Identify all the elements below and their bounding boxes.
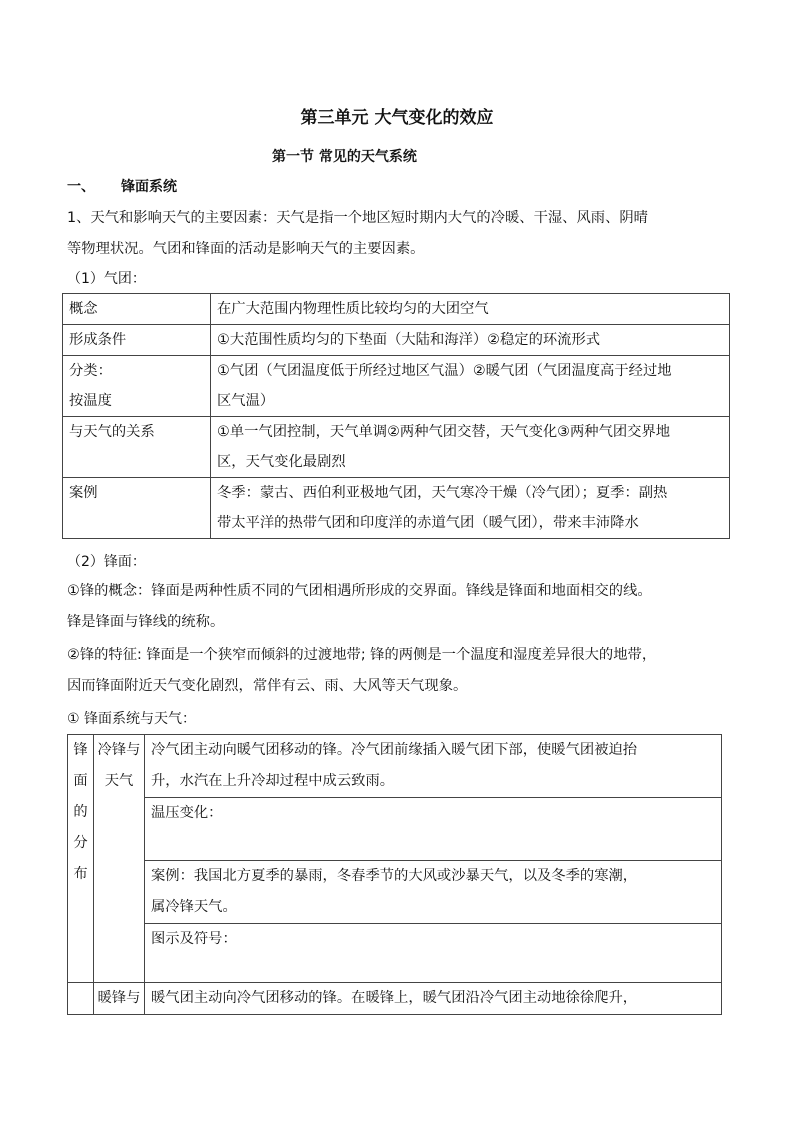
table-row	[63, 356, 730, 417]
front-system-table	[67, 734, 722, 1015]
vertical-label-cell	[68, 735, 94, 983]
vertical-char: 面	[73, 773, 88, 789]
value-line: 冬季：蒙古、西伯利亚极地气团，天气寒冷干燥（冷气团）；夏季：副热	[217, 485, 668, 501]
warm-front-label-cell: 暖锋与	[94, 983, 145, 1015]
table-value: ①大范围性质均匀的下垫面（大陆和海洋）②稳定的环流形式	[211, 325, 730, 356]
table-row	[68, 924, 722, 983]
section-title: 第一节 常见的天气系统	[272, 149, 417, 165]
paragraph-line: ②锋的特征: 锋面是一个狭窄而倾斜的过渡地带; 锋的两侧是一个温度和湿度差异很大的地带，	[67, 647, 657, 663]
cold-front-definition	[145, 735, 722, 798]
value-line: 冷气团主动向暖气团移动的锋。冷气团前缘插入暖气团下部，使暖气团被迫抬	[151, 742, 638, 758]
case-cell	[145, 861, 722, 924]
table-value: 在广大范围内物理性质比较均匀的大团空气	[211, 294, 730, 325]
subheading-airmass: （1）气团：	[67, 271, 146, 287]
vertical-char: 锋	[73, 742, 88, 758]
label-line: 冷锋与	[97, 742, 141, 758]
table-key: 概念	[63, 294, 211, 325]
table-row	[68, 735, 722, 798]
paragraph-line: 因而锋面附近天气变化剧烈，常伴有云、雨、大风等天气现象。	[67, 678, 468, 694]
table-row	[63, 294, 730, 325]
table-value	[211, 417, 730, 478]
subheading-front: （2）锋面：	[67, 554, 146, 570]
heading-front-system	[67, 176, 177, 196]
pressure-change-cell: 温压变化：	[145, 798, 722, 861]
table-row	[68, 798, 722, 861]
label-line: 天气	[104, 773, 134, 789]
table-row	[63, 325, 730, 356]
table-key	[63, 356, 211, 417]
key-line: 分类：	[69, 363, 112, 379]
vertical-char: 分	[73, 835, 88, 851]
weather-factors-paragraph	[67, 203, 737, 265]
value-line: ①单一气团控制，天气单调②两种气团交替，天气变化③两种气团交界地	[217, 424, 671, 440]
key-line: 按温度	[69, 393, 112, 409]
vertical-char: 的	[73, 804, 88, 820]
table-key: 案例	[63, 478, 211, 539]
vertical-char: 布	[73, 866, 88, 882]
value-line: 案例：我国北方夏季的暴雨，冬春季节的大风或沙暴天气，以及冬季的寒潮，	[151, 868, 638, 884]
airmass-table	[62, 293, 730, 539]
table-key: 形成条件	[63, 325, 211, 356]
paragraph-line: 等物理状况。气团和锋面的活动是影响天气的主要因素。	[67, 241, 425, 257]
subheading-front-system-weather: ① 锋面系统与天气：	[67, 711, 197, 727]
paragraph-line: 1、天气和影响天气的主要因素：天气是指一个地区短时期内大气的冷暖、干湿、风雨、阴晴	[67, 210, 648, 226]
heading-label: 锋面系统	[121, 179, 177, 195]
value-line: 带太平洋的热带气团和印度洋的赤道气团（暖气团），带来丰沛降水	[217, 515, 639, 531]
paragraph-line: ①锋的概念：锋面是两种性质不同的气团相遇所形成的交界面。锋线是锋面和地面相交的线。	[67, 583, 652, 599]
cold-front-label-cell	[94, 735, 145, 983]
page-title: 第三单元 大气变化的效应	[300, 108, 494, 128]
paragraph-line: 锋是锋面与锋线的统称。	[67, 614, 225, 630]
table-key: 与天气的关系	[63, 417, 211, 478]
vertical-label-cell	[68, 983, 94, 1015]
table-row	[63, 417, 730, 478]
heading-number: 一、	[67, 179, 95, 195]
value-line: 区气温）	[217, 393, 275, 409]
table-value	[211, 478, 730, 539]
value-line: 升，水汽在上升冷却过程中成云致雨。	[151, 773, 395, 789]
warm-front-definition: 暖气团主动向冷气团移动的锋。在暖锋上，暖气团沿冷气团主动地徐徐爬升，	[145, 983, 722, 1015]
table-row	[63, 478, 730, 539]
symbol-cell: 图示及符号：	[145, 924, 722, 983]
value-line: ①气团（气团温度低于所经过地区气温）②暖气团（气团温度高于经过地	[217, 363, 672, 379]
table-value	[211, 356, 730, 417]
table-row	[68, 861, 722, 924]
front-concept-paragraph	[67, 576, 747, 638]
table-row	[68, 983, 722, 1015]
value-line: 区，天气变化最剧烈	[217, 454, 346, 470]
front-feature-paragraph	[67, 640, 747, 702]
value-line: 属冷锋天气。	[151, 899, 237, 915]
